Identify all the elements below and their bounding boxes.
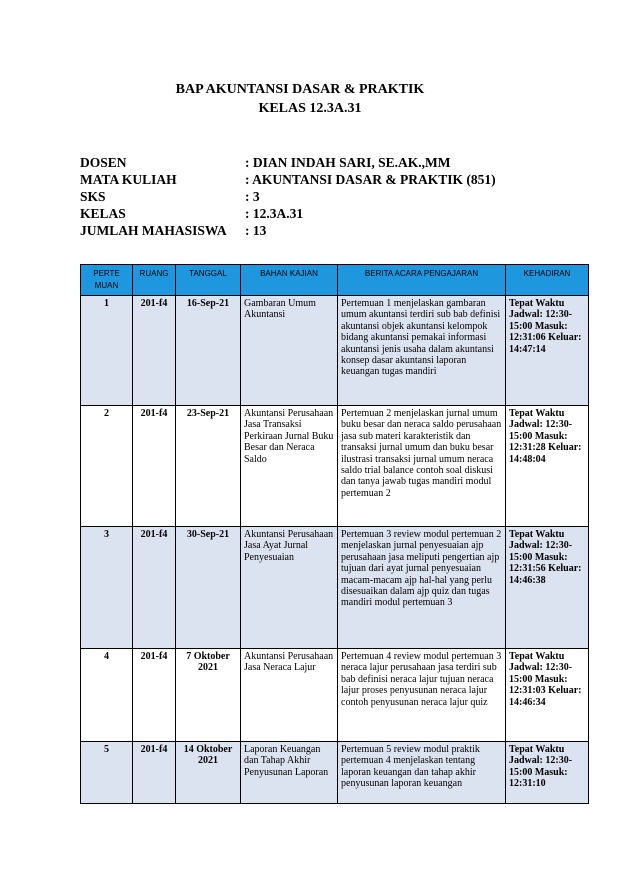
- cell-berita-acara: Pertemuan 5 review modul praktik pertemuan 4 menjelaskan tentang laporan keuangan dan tahap akhir penyusunan laporan keuangan: [338, 742, 506, 804]
- cell-berita-acara: Pertemuan 2 menjelaskan jurnal umum buku besar dan neraca saldo perusahaan jasa sub materi karakteristik dan transaksi jurnal umum dan buku besar ilustrasi transaksi jurnal umum neraca saldo trial balance contoh soal diskusi dan tanya jawab tugas mandiri modul pertemuan 2: [338, 406, 506, 527]
- cell-bahan-kajian: Akuntansi Perusahaan Jasa Neraca Lajur: [241, 649, 338, 742]
- info-value: : 13: [245, 223, 267, 238]
- cell-bahan-kajian: Laporan Keuangan dan Tahap Akhir Penyusunan Laporan: [241, 742, 338, 804]
- cell-tanggal: 14 Oktober 2021: [176, 742, 241, 804]
- cell-ruang: 201-f4: [133, 527, 176, 649]
- cell-tanggal: 16-Sep-21: [176, 296, 241, 406]
- cell-kehadiran: Tepat Waktu Jadwal: 12:30-15:00 Masuk: 12:31:56 Keluar: 14:46:38: [506, 527, 589, 649]
- cell-kehadiran: Tepat Waktu Jadwal: 12:30-15:00 Masuk: 12:31:03 Keluar: 14:46:34: [506, 649, 589, 742]
- info-row-mata-kuliah: [80, 171, 496, 188]
- cell-pertemuan: 1: [81, 296, 133, 406]
- attendance-table: [80, 264, 589, 804]
- cell-kehadiran: Tepat Waktu Jadwal: 12:30-15:00 Masuk: 12:31:06 Keluar: 14:47:14: [506, 296, 589, 406]
- info-label: JUMLAH MAHASISWA: [80, 223, 227, 238]
- table-header-row: [81, 265, 589, 296]
- header-bahan-kajian: BAHAN KAJIAN: [241, 265, 338, 296]
- info-label: MATA KULIAH: [80, 172, 177, 187]
- info-row-sks: [80, 188, 496, 205]
- cell-tanggal: 30-Sep-21: [176, 527, 241, 649]
- cell-berita-acara: Pertemuan 3 review modul pertemuan 2 menjelaskan jurnal penyesuaian ajp perusahaan jasa meliputi pengertian ajp tujuan dari ayat jurnal penyesuaian macam-macam ajp hal-hal yang perlu disesuaikan dalam ajp quiz dan tugas mandiri modul pertemuan 3: [338, 527, 506, 649]
- header-tanggal: TANGGAL: [176, 265, 241, 296]
- cell-bahan-kajian: Akuntansi Perusahaan Jasa Ayat Jurnal Penyesuaian: [241, 527, 338, 649]
- cell-berita-acara: Pertemuan 4 review modul pertemuan 3 neraca lajur perusahaan jasa terdiri sub bab definisi neraca lajur tujuan neraca lajur proses penyusunan neraca lajur contoh penyusunan neraca lajur quiz: [338, 649, 506, 742]
- info-label: KELAS: [80, 206, 126, 221]
- info-label: SKS: [80, 189, 106, 204]
- cell-ruang: 201-f4: [133, 406, 176, 527]
- info-value: : 3: [245, 189, 260, 204]
- cell-ruang: 201-f4: [133, 742, 176, 804]
- table-row: [81, 527, 589, 649]
- info-label: DOSEN: [80, 155, 127, 170]
- cell-bahan-kajian: Akuntansi Perusahaan Jasa Transaksi Perkiraan Jurnal Buku Besar dan Neraca Saldo: [241, 406, 338, 527]
- cell-kehadiran: Tepat Waktu Jadwal: 12:30-15:00 Masuk: 12:31:28 Keluar: 14:48:04: [506, 406, 589, 527]
- cell-pertemuan: 2: [81, 406, 133, 527]
- table-row: [81, 742, 589, 804]
- header-pertemuan: PERTE MUAN: [81, 265, 133, 296]
- header-ruang: RUANG: [133, 265, 176, 296]
- info-row-jumlah-mahasiswa: [80, 222, 496, 239]
- cell-ruang: 201-f4: [133, 296, 176, 406]
- table-row: [81, 649, 589, 742]
- info-row-kelas: [80, 205, 496, 222]
- cell-pertemuan: 3: [81, 527, 133, 649]
- class-subtitle: KELAS 12.3A.31: [258, 101, 362, 116]
- header-kehadiran: KEHADIRAN: [506, 265, 589, 296]
- course-info: [80, 154, 496, 239]
- info-value: : AKUNTANSI DASAR & PRAKTIK (851): [245, 172, 496, 187]
- table-row: [81, 406, 589, 527]
- info-value: : DIAN INDAH SARI, SE.AK.,MM: [245, 155, 451, 170]
- document-title: BAP AKUNTANSI DASAR & PRAKTIK: [175, 82, 425, 97]
- header-berita-acara: BERITA ACARA PENGAJARAN: [338, 265, 506, 296]
- table-row: [81, 296, 589, 406]
- info-row-dosen: [80, 154, 496, 171]
- cell-kehadiran: Tepat Waktu Jadwal: 12:30-15:00 Masuk: 12:31:10: [506, 742, 589, 804]
- cell-tanggal: 7 Oktober 2021: [176, 649, 241, 742]
- info-value: : 12.3A.31: [245, 206, 304, 221]
- cell-pertemuan: 5: [81, 742, 133, 804]
- cell-berita-acara: Pertemuan 1 menjelaskan gambaran umum akuntansi terdiri sub bab definisi akuntansi objek akuntansi kelompok bidang akuntansi pemakai informasi akuntansi jenis usaha dalam akuntansi konsep dasar akuntansi laporan keuangan tugas mandiri: [338, 296, 506, 406]
- cell-pertemuan: 4: [81, 649, 133, 742]
- cell-ruang: 201-f4: [133, 649, 176, 742]
- cell-bahan-kajian: Gambaran Umum Akuntansi: [241, 296, 338, 406]
- cell-tanggal: 23-Sep-21: [176, 406, 241, 527]
